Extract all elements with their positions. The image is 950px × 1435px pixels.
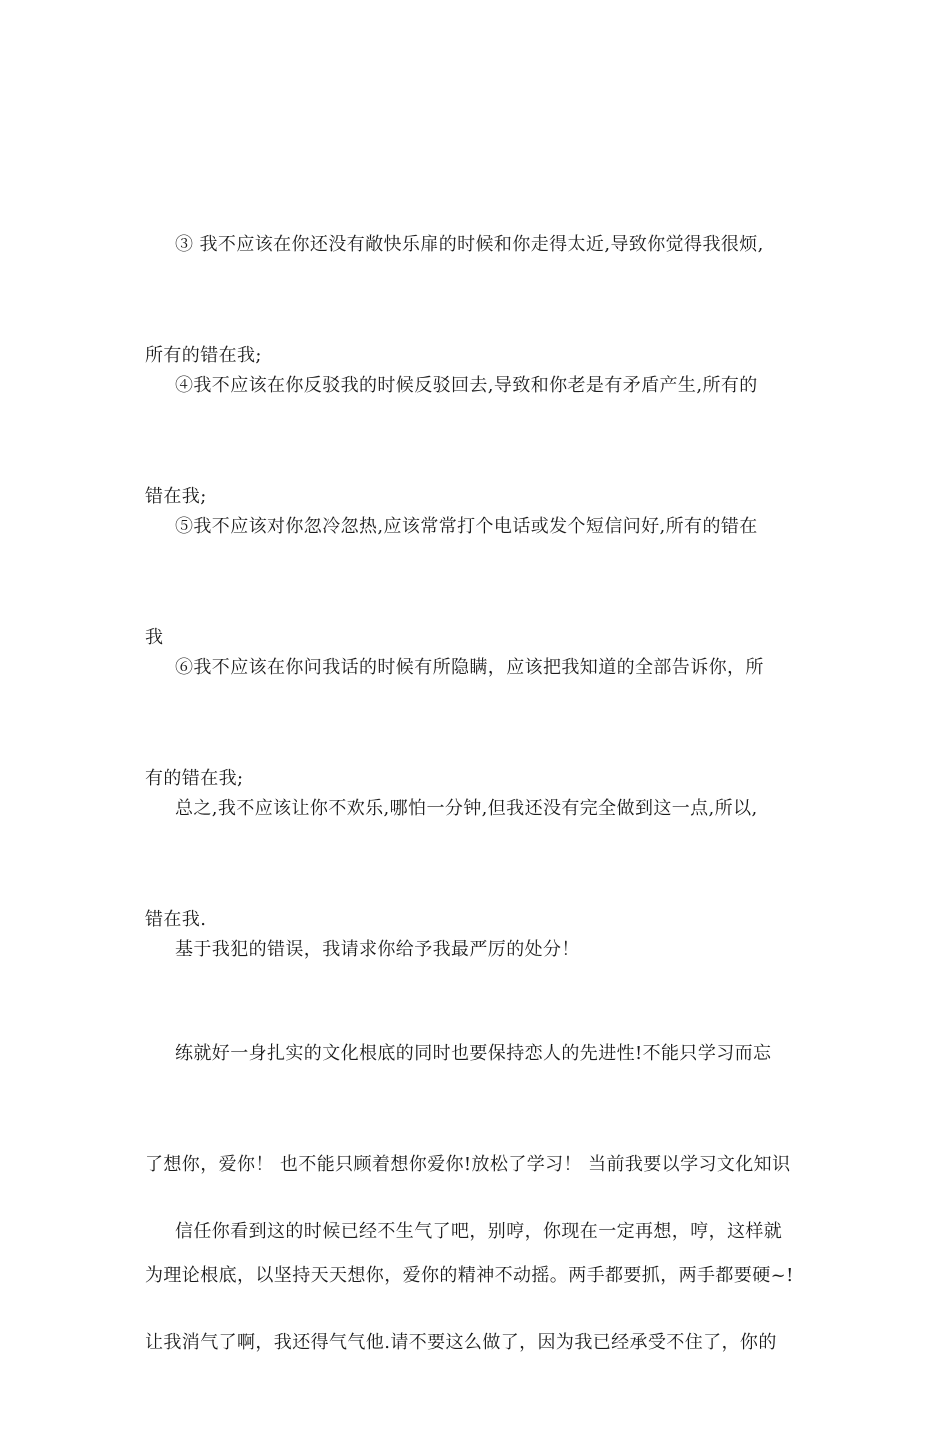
text-line: ⑥我不应该在你问我话的时候有所隐瞒，应该把我知道的全部告诉你，所: [175, 657, 764, 678]
text-line: 错在我;: [145, 486, 207, 507]
text-line: ④我不应该在你反驳我的时候反驳回去,导致和你老是有矛盾产生,所有的: [175, 375, 758, 396]
text-line: 了想你，爱你！ 也不能只顾着想你爱你!放松了学习！ 当前我要以学习文化知识: [145, 1154, 791, 1175]
text-line: 所有的错在我;: [145, 345, 262, 366]
text-line: 为理论根底，以坚持天天想你，爱你的精神不动摇。两手都要抓，两手都要硬~!: [145, 1265, 794, 1286]
text-line: ⑤我不应该对你忽冷忽热,应该常常打个电话或发个短信问好,所有的错在: [175, 516, 758, 537]
text-line: ③ 我不应该在你还没有敞快乐扉的时候和你走得太近,导致你觉得我很烦,: [175, 234, 764, 255]
text-line: 信任你看到这的时候已经不生气了吧，别哼，你现在一定再想，哼，这样就: [175, 1221, 783, 1242]
text-line: 有的错在我;: [145, 768, 244, 789]
paragraph-closing: [145, 1139, 815, 1435]
text-line: 基于我犯的错误，我请求你给予我最严厉的处分！: [175, 939, 580, 960]
text-line: 让我消气了啊，我还得气气他.请不要这么做了，因为我已经承受不住了，你的: [145, 1332, 777, 1353]
text-line: 练就好一身扎实的文化根底的同时也要保持恋人的先进性!不能只学习而忘: [175, 1043, 772, 1064]
text-line: 总之,我不应该让你不欢乐,哪怕一分钟,但我还没有完全做到这一点,所以,: [175, 798, 758, 819]
text-line: 错在我.: [145, 909, 207, 930]
text-line: 我: [145, 627, 164, 648]
